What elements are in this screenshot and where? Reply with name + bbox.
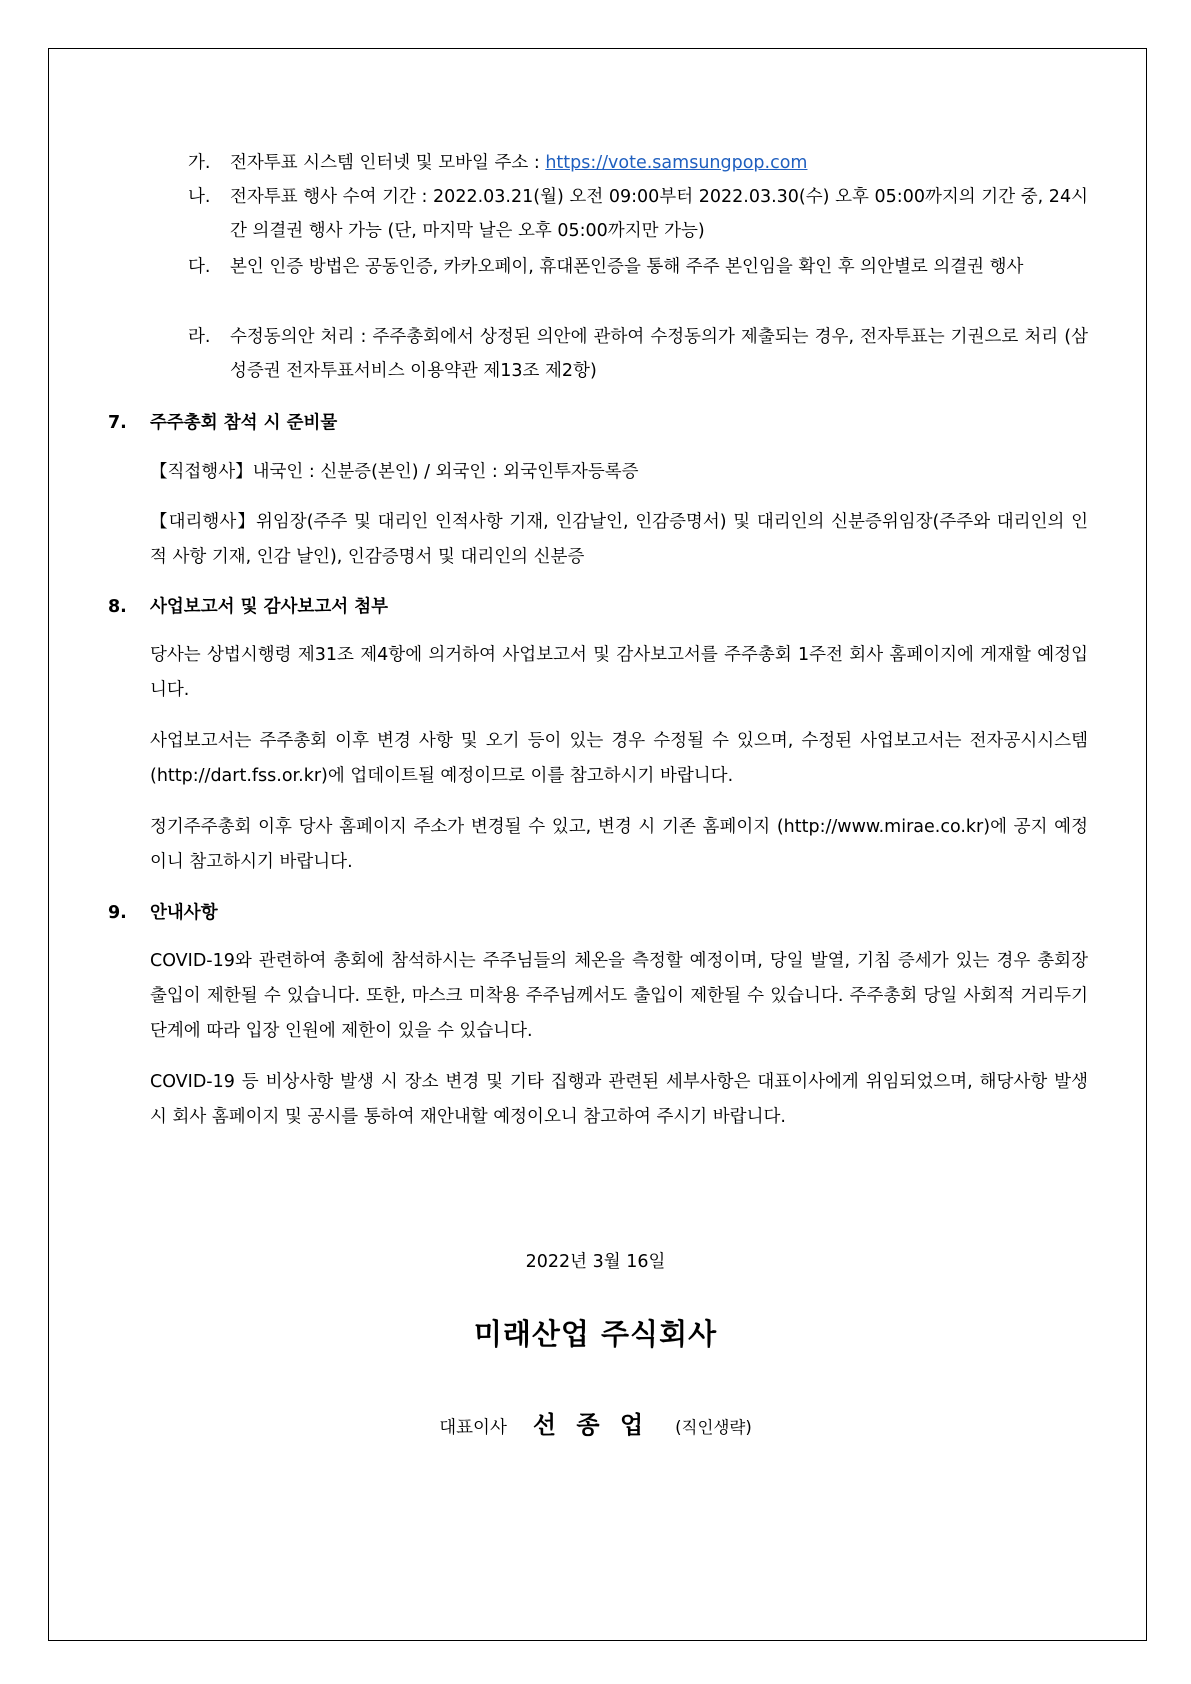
list-item bbox=[188, 250, 1088, 284]
item-marker: 다. bbox=[188, 257, 211, 277]
section-number: 9. bbox=[108, 903, 127, 923]
paragraph: 사업보고서는 주주총회 이후 변경 사항 및 오기 등이 있는 경우 수정될 수 있으며, 수정된 사업보고서는 전자공시시스템(http://dart.fss.or.kr)에 업데이트될 예정이므로 이를 참고하시기 바랍니다. bbox=[150, 731, 1088, 786]
company-name: 미래산업 주식회사 bbox=[473, 1317, 718, 1351]
paragraph: COVID-19 등 비상사항 발생 시 장소 변경 및 기타 집행과 관련된 세부사항은 대표이사에게 위임되었으며, 해당사항 발생 시 회사 홈페이지 및 공시를 통하여 재안내할 예정이오니 참고하여 주시기 바랍니다. bbox=[150, 1072, 1088, 1127]
vote-link[interactable]: https://vote.samsungpop.com bbox=[545, 153, 808, 173]
section-heading bbox=[108, 406, 1088, 440]
list-item bbox=[188, 146, 1088, 180]
section-heading bbox=[108, 590, 1088, 624]
paragraph: 정기주주총회 이후 당사 홈페이지 주소가 변경될 수 있고, 변경 시 기존 홈페이지 (http://www.mirae.co.kr)에 공지 예정이니 참고하시기 바랍니다. bbox=[150, 817, 1088, 872]
list-item bbox=[188, 320, 1088, 388]
item-marker: 가. bbox=[188, 153, 211, 173]
section-number: 7. bbox=[108, 413, 127, 433]
paragraph: 당사는 상법시행령 제31조 제4항에 의거하여 사업보고서 및 감사보고서를 주주총회 1주전 회사 홈페이지에 게재할 예정입니다. bbox=[150, 645, 1088, 700]
seal-note: (직인생략) bbox=[675, 1418, 752, 1437]
item-marker: 나. bbox=[188, 187, 211, 207]
item-text: 본인 인증 방법은 공동인증, 카카오페이, 휴대폰인증을 통해 주주 본인임을 확인 후 의안별로 의결권 행사 bbox=[230, 257, 1024, 277]
section-title: 사업보고서 및 감사보고서 첨부 bbox=[150, 597, 389, 617]
item-text: 전자투표 시스템 인터넷 및 모바일 주소 : bbox=[230, 153, 546, 173]
representative-title: 대표이사 bbox=[439, 1418, 507, 1438]
item-text: 수정동의안 처리 : 주주총회에서 상정된 의안에 관하여 수정동의가 제출되는 경우, 전자투표는 기권으로 처리 (삼성증권 전자투표서비스 이용약관 제13조 제2항) bbox=[230, 327, 1088, 381]
document-date: 2022년 3월 16일 bbox=[525, 1252, 666, 1272]
item-marker: 라. bbox=[188, 327, 211, 347]
paragraph: 【대리행사】위임장(주주 및 대리인 인적사항 기재, 인감날인, 인감증명서) 및 대리인의 신분증위임장(주주와 대리인의 인적 사항 기재, 인감 날인), 인감증명서 및 대리인의 신분증 bbox=[150, 512, 1088, 567]
item-text: 전자투표 행사 수여 기간 : 2022.03.21(월) 오전 09:00부터 2022.03.30(수) 오후 05:00까지의 기간 중, 24시간 의결권 행사 가능 (단, 마지막 날은 오후 05:00까지만 가능) bbox=[230, 187, 1088, 241]
section-title: 안내사항 bbox=[150, 903, 218, 923]
representative-line bbox=[0, 1405, 1191, 1440]
section-heading bbox=[108, 896, 1088, 930]
paragraph: COVID-19와 관련하여 총회에 참석하시는 주주님들의 체온을 측정할 예정이며, 당일 발열, 기침 증세가 있는 경우 총회장 출입이 제한될 수 있습니다. 또한, 마스크 미착용 주주님께서도 출입이 제한될 수 있습니다. 주주총회 당일 사회적 거리두기 단계에 따라 입장 인원에 제한이 있을 수 있습니다. bbox=[150, 951, 1088, 1041]
paragraph: 【직접행사】내국인 : 신분증(본인) / 외국인 : 외국인투자등록증 bbox=[150, 462, 639, 482]
section-number: 8. bbox=[108, 597, 127, 617]
list-item bbox=[188, 180, 1088, 248]
section-title: 주주총회 참석 시 준비물 bbox=[150, 413, 338, 433]
representative-name: 선 종 업 bbox=[532, 1411, 650, 1439]
